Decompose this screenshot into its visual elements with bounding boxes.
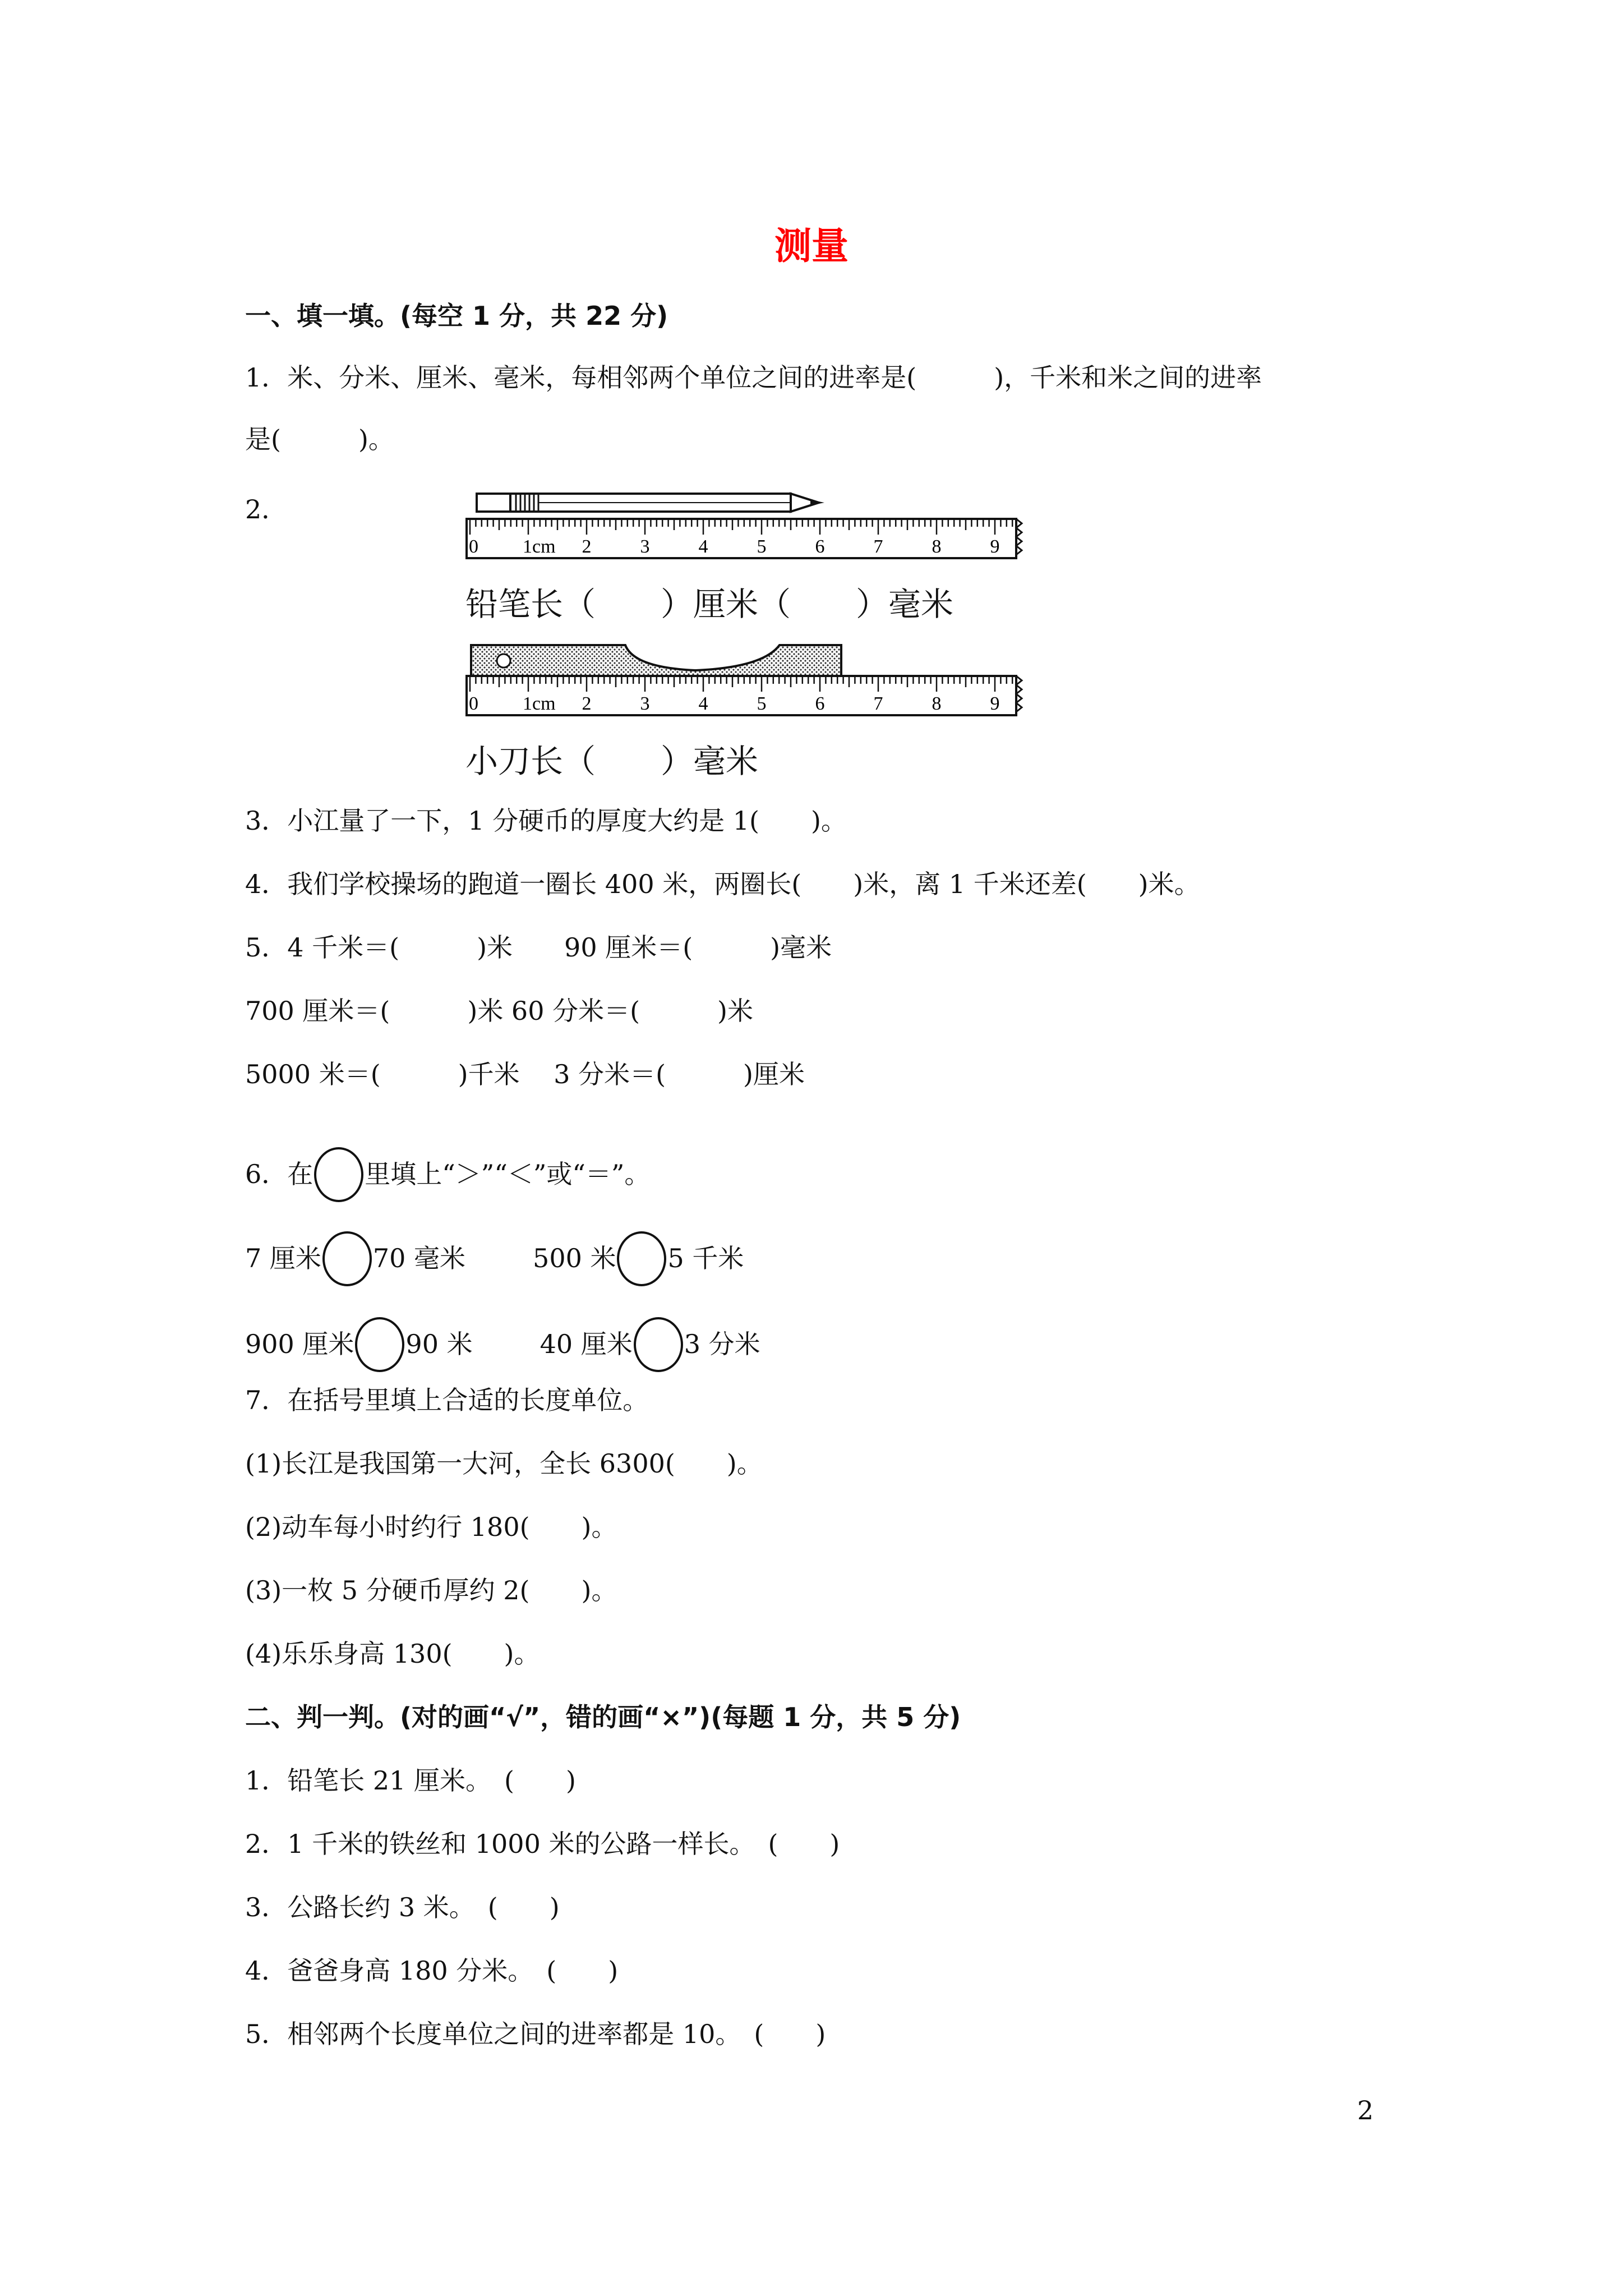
q6-r2-a: 900 厘米 (245, 1329, 354, 1359)
page-title: 测量 (774, 224, 849, 268)
pencil-ruler-illustration (465, 482, 1054, 769)
compare-circle[interactable] (617, 1231, 666, 1286)
q6-row1 (245, 1231, 744, 1286)
q5-line3: 5000 米＝( )千米 3 分米＝( )厘米 (245, 1059, 805, 1089)
pencil-length-label: 铅笔长（ ）厘米（ ）毫米 (465, 585, 954, 623)
compare-circle (314, 1147, 363, 1202)
q6-text-a: 6．在 (245, 1159, 313, 1189)
q6-r1-a: 7 厘米 (245, 1243, 321, 1273)
judge-3: 3．公路长约 3 米。 ( ) (245, 1892, 560, 1922)
q6-instruction (245, 1147, 650, 1202)
q7: 7．在括号里填上合适的长度单位。 (245, 1385, 649, 1415)
ruler-tick-label: 7 (873, 693, 883, 714)
ruler-tick-label: 7 (873, 536, 883, 557)
section2-heading: 二、判一判。(对的画“√”，错的画“×”)(每题 1 分，共 5 分) (245, 1702, 961, 1732)
q2-number: 2． (245, 494, 288, 524)
compare-circle[interactable] (322, 1231, 372, 1286)
q6-r1-d: 5 千米 (667, 1243, 744, 1273)
q7-2: (2)动车每小时约行 180( )。 (245, 1512, 617, 1542)
section1-heading: 一、填一填。(每空 1 分，共 22 分) (245, 301, 668, 331)
ruler-tick-label: 3 (640, 693, 650, 714)
ruler-tick-label: 0 (469, 536, 478, 557)
q6-r1-c: 500 米 (533, 1243, 616, 1273)
judge-2: 2．1 千米的铁丝和 1000 米的公路一样长。 ( ) (245, 1829, 840, 1859)
judge-5: 5．相邻两个长度单位之间的进率都是 10。 ( ) (245, 2019, 826, 2049)
ruler-tick-label: 4 (698, 693, 708, 714)
judge-4: 4．爸爸身高 180 分米。 ( ) (245, 1955, 619, 1986)
q3: 3．小江量了一下，1 分硬币的厚度大约是 1( )。 (245, 806, 847, 836)
ruler-tick-label: 2 (582, 536, 592, 557)
knife-icon (471, 645, 841, 676)
measurement-figure (465, 482, 1054, 780)
ruler-tick-label: 1cm (523, 693, 556, 714)
ruler-tick-label: 9 (990, 536, 1000, 557)
ruler-tick-label: 2 (582, 693, 592, 714)
q1-line1: 1．米、分米、厘米、毫米，每相邻两个单位之间的进率是( )，千米和米之间的进率 (245, 362, 1262, 393)
q7-1: (1)长江是我国第一大河，全长 6300( )。 (245, 1448, 763, 1479)
compare-circle[interactable] (355, 1317, 404, 1372)
q6-r2-b: 90 米 (405, 1329, 473, 1359)
q4: 4．我们学校操场的跑道一圈长 400 米，两圈长( )米，离 1 千米还差( )米。 (245, 869, 1200, 899)
q1-line2: 是( )。 (245, 424, 394, 454)
q5-line1: 5．4 千米＝( )米 90 厘米＝( )毫米 (245, 932, 832, 963)
ruler-tick-label: 8 (932, 693, 942, 714)
ruler-tick-label: 0 (469, 693, 478, 714)
ruler-1 (467, 519, 1022, 558)
q5-line2: 700 厘米＝( )米 60 分米＝( )米 (245, 996, 753, 1026)
ruler-tick-label: 8 (932, 536, 942, 557)
ruler-tick-label: 5 (757, 693, 767, 714)
q6-r1-b: 70 毫米 (372, 1243, 466, 1273)
ruler-2 (467, 676, 1022, 715)
ruler-tick-label: 6 (815, 693, 825, 714)
ruler-tick-label: 1cm (523, 536, 556, 557)
knife-length-label: 小刀长（ ）毫米 (465, 742, 759, 780)
page-number: 2 (1357, 2095, 1374, 2125)
pencil-icon (477, 494, 824, 512)
ruler-tick-label: 5 (757, 536, 767, 557)
q7-4: (4)乐乐身高 130( )。 (245, 1639, 540, 1669)
q7-3: (3)一枚 5 分硬币厚约 2( )。 (245, 1575, 617, 1605)
q6-row2 (245, 1317, 760, 1372)
compare-circle[interactable] (634, 1317, 683, 1372)
judge-1: 1．铅笔长 21 厘米。 ( ) (245, 1765, 576, 1796)
ruler-tick-label: 4 (698, 536, 708, 557)
ruler-tick-label: 3 (640, 536, 650, 557)
ruler-tick-label: 6 (815, 536, 825, 557)
ruler-tick-label: 9 (990, 693, 1000, 714)
q6-text-b: 里填上“＞”“＜”或“＝”。 (365, 1159, 651, 1189)
q6-r2-d: 3 分米 (684, 1329, 760, 1359)
q6-r2-c: 40 厘米 (540, 1329, 633, 1359)
